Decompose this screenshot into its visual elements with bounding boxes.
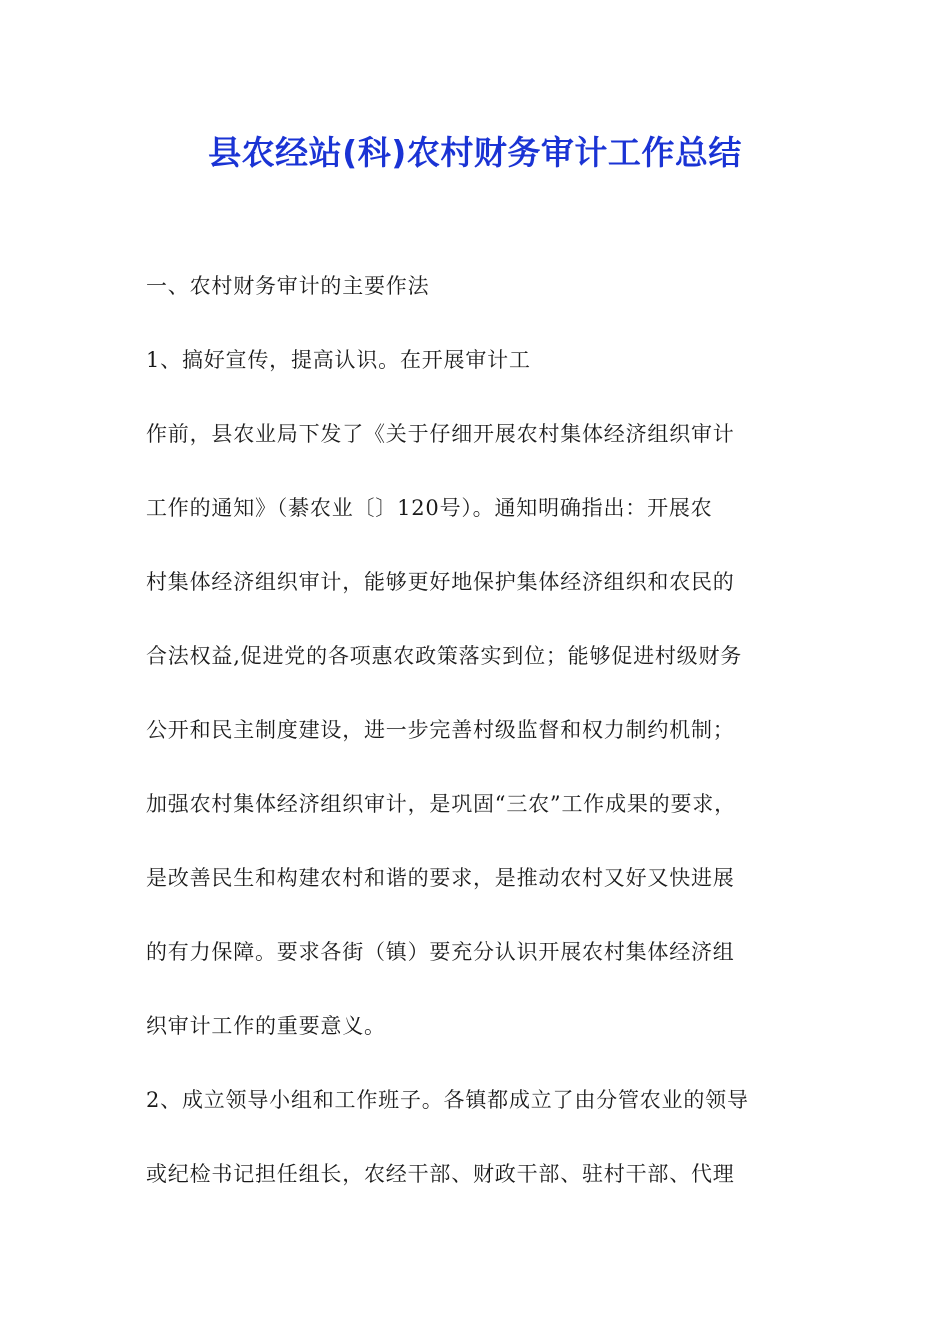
text-line: 合法权益,促进党的各项惠农政策落实到位；能够促进村级财务 xyxy=(146,644,743,668)
text-line: 是改善民生和构建农村和谐的要求，是推动农村又好又快进展 xyxy=(146,866,735,890)
text-line: 的有力保障。要求各街（镇）要充分认识开展农村集体经济组 xyxy=(146,940,735,964)
text-line: 加强农村集体经济组织审计，是巩固“三农”工作成果的要求， xyxy=(146,792,736,816)
text-line: 或纪检书记担任组长，农经干部、财政干部、驻村干部、代理 xyxy=(146,1162,735,1186)
text-line: 村集体经济组织审计，能够更好地保护集体经济组织和农民的 xyxy=(146,570,735,594)
document-body xyxy=(146,264,826,1226)
text-line: 作前，县农业局下发了《关于仔细开展农村集体经济组织审计 xyxy=(146,422,735,446)
text-line: 公开和民主制度建设，进一步完善村级监督和权力制约机制； xyxy=(146,718,735,742)
text-line: 工作的通知》（綦农业〔〕120号）。通知明确指出：开展农 xyxy=(146,496,713,520)
text-line: 2、成立领导小组和工作班子。各镇都成立了由分管农业的领导 xyxy=(146,1088,749,1112)
document-title: 县农经站(科)农村财务审计工作总结 xyxy=(208,133,742,172)
text-line: 1、搞好宣传，提高认识。在开展审计工 xyxy=(146,348,531,372)
text-line: 织审计工作的重要意义。 xyxy=(146,1014,386,1038)
text-line: 一、农村财务审计的主要作法 xyxy=(146,274,430,298)
